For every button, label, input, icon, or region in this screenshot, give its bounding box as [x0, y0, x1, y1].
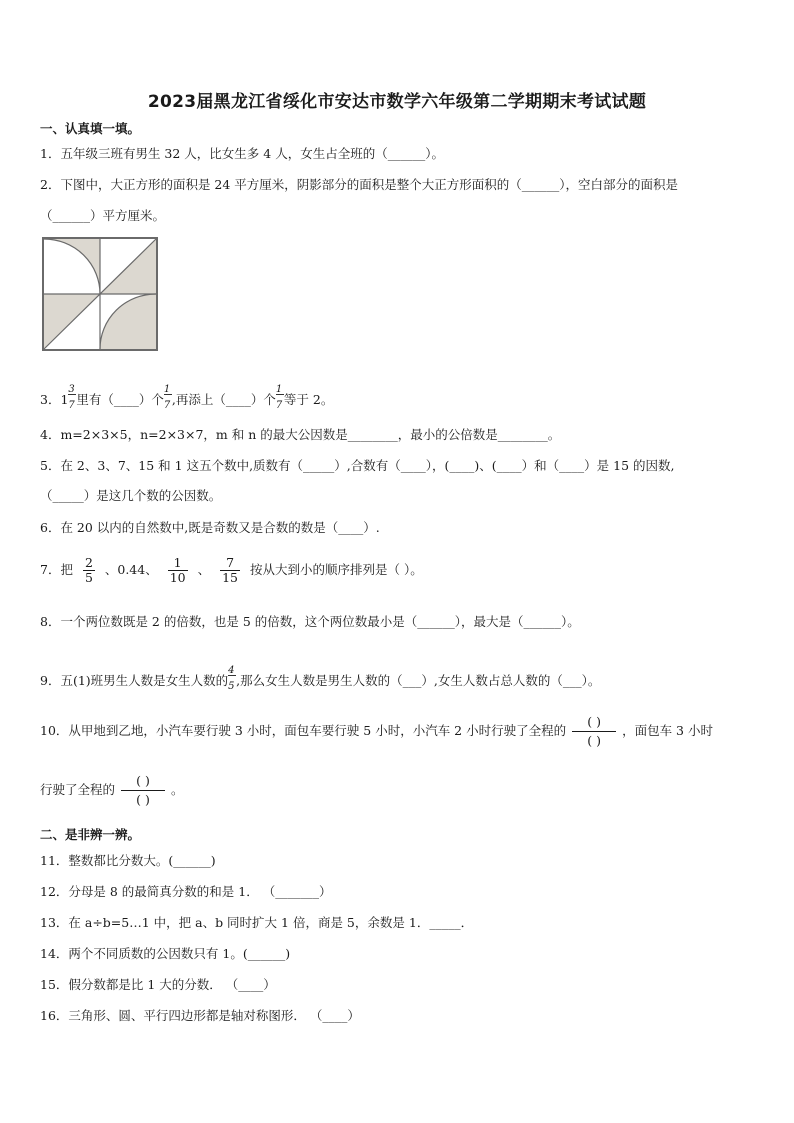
question-4: 4．m=2×3×5，n=2×3×7，m 和 n 的最大公因数是________，最小的公倍数是________。 [40, 427, 561, 442]
question-3: 3．1 $\frac{3}{7}$ 里有（____）个 $\frac{1}{7}$ ,再添上（____）个 $\frac{1}{7}$ 等于 2。 [40, 384, 334, 411]
question-6: 6．在 20 以内的自然数中,既是奇数又是合数的数是（____）. [40, 520, 380, 535]
section-heading-2: 二、是非辨一辨。 [40, 827, 141, 842]
question-13: 13．在 a÷b=5…1 中，把 a、b 同时扩大 1 倍，商是 5，余数是 1．_____． [40, 915, 474, 930]
question-1: 1．五年级三班有男生 32 人，比女生多 4 人，女生占全班的（______）。 [40, 146, 444, 161]
answer-fraction-blank-1[interactable]: ( ) ( ) [572, 713, 616, 750]
question-15: 15．假分数都是比 1 大的分数． （____） [40, 977, 276, 992]
question-7: 7．把 $\frac{2}{5}$ 、0.44、 $\frac{1}{10}$ 、 $\frac{7}{15}$ 按从大到小的顺序排列是（ ）。 [40, 555, 423, 585]
question-10-line-2: 行驶了全程的 ( ) ( ) 。 [40, 773, 184, 807]
fraction-1-10: $\frac{1}{10}$ [169, 555, 186, 585]
question-16: 16．三角形、圆、平行四边形都是轴对称图形． （____） [40, 1008, 360, 1023]
question-5-line-1: 5．在 2、3、7、15 和 1 这五个数中,质数有（_____）,合数有（____），(____)、(____）和（____）是 15 的因数, [40, 458, 675, 473]
question-8: 8．一个两位数既是 2 的倍数，也是 5 的倍数，这个两位数最小是（______），最大是（______）。 [40, 614, 580, 629]
square-diagram [42, 237, 160, 353]
question-2-line-1: 2．下图中，大正方形的面积是 24 平方厘米，阴影部分的面积是整个大正方形面积的（______），空白部分的面积是 [40, 177, 679, 192]
question-9: 9．五(1)班男生人数是女生人数的 $\frac{4}{5}$ ,那么女生人数是男生人数的（___）,女生人数占总人数的（___）。 [40, 665, 601, 692]
page-title: 2023届黑龙江省绥化市安达市数学六年级第二学期期末考试试题 [147, 92, 647, 112]
question-2-line-2: （______）平方厘米。 [40, 208, 166, 223]
question-14: 14．两个不同质数的公因数只有 1。(______) [40, 946, 291, 961]
question-11: 11．整数都比分数大。(______) [40, 853, 216, 868]
section-heading-1: 一、认真填一填。 [40, 121, 141, 136]
answer-fraction-blank-2[interactable]: ( ) ( ) [121, 772, 165, 809]
question-12: 12．分母是 8 的最简真分数的和是 1． （_______） [40, 884, 332, 899]
fraction-7-15: $\frac{7}{15}$ [222, 555, 238, 585]
question-5-line-2: （_____）是这几个数的公因数。 [40, 488, 222, 503]
question-10-line-1: 10．从甲地到乙地，小汽车要行驶 3 小时，面包车要行驶 5 小时，小汽车 2 小时行驶了全程的 ( ) ( ) ，面包车 3 小时 [40, 714, 713, 748]
fraction-2-5: $\frac{2}{5}$ [84, 555, 93, 585]
